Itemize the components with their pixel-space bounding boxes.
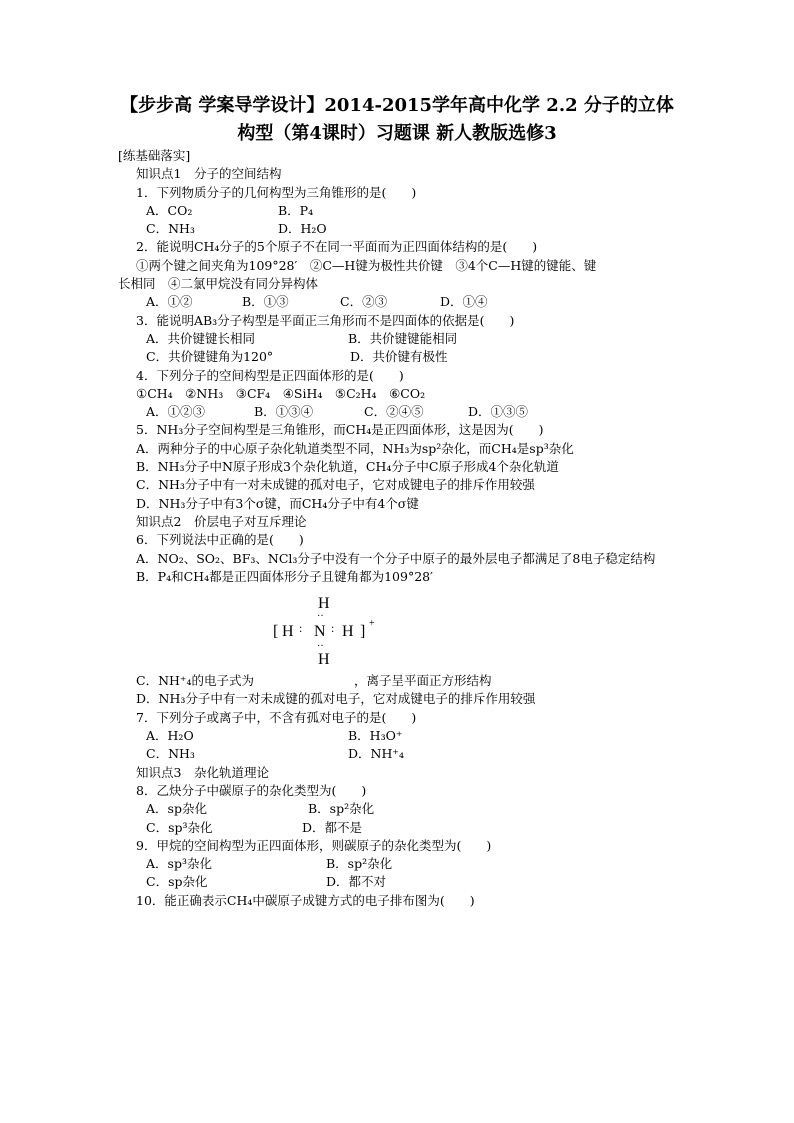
q3-options-row1 [118, 330, 684, 348]
q9-options-row2 [118, 873, 684, 891]
knowledge-point-2: 知识点2 价层电子对互斥理论 [136, 513, 307, 529]
title-line-2: 构型（第4课时）习题课 新人教版选修3 [237, 123, 557, 144]
q2-statements-1: ①两个键之间夹角为109°28′ ②C—H键为极性共价键 ③4个C—H键的键能、键 [136, 257, 597, 273]
lewis-center-n: N [314, 623, 326, 641]
knowledge-point-3: 知识点3 杂化轨道理论 [136, 764, 269, 780]
q2-options [118, 293, 684, 311]
q6-option-d: D．NH₃分子中有一对未成键的孤对电子，它对成键电子的排斥作用较强 [136, 691, 536, 707]
q3-option-a: A．共价键键长相同 [146, 330, 256, 346]
lewis-pair-left-icon: : [299, 621, 303, 636]
q8-options-row2 [118, 819, 684, 837]
section-heading: [练基础落实] [118, 148, 191, 163]
question-2: 2．能说明CH₄分子的5个原子不在同一平面而为正四面体结构的是( ) [136, 239, 538, 255]
q4-items: ①CH₄ ②NH₃ ③CF₄ ④SiH₄ ⑤C₂H₄ ⑥CO₂ [136, 385, 426, 401]
q8-option-a: A．sp杂化 [146, 801, 207, 817]
question-4: 4．下列分子的空间构型是正四面体形的是( ) [136, 367, 404, 383]
q7-options-row1 [118, 727, 684, 745]
q4-option-b: B．①③④ [254, 404, 314, 420]
q7-option-d: D．NH⁺₄ [348, 746, 404, 762]
lewis-pair-bottom-icon: ·· [317, 641, 324, 653]
q8-option-c: C．sp³杂化 [146, 819, 213, 835]
q4-option-c: C．②④⑤ [364, 404, 424, 420]
bracket-right-icon: ] [360, 623, 366, 641]
lewis-charge: + [369, 618, 375, 630]
question-7: 7．下列分子或离子中，不含有孤对电子的是( ) [136, 709, 417, 725]
q8-option-b: B．sp²杂化 [308, 801, 375, 817]
q9-option-d: D．都不对 [326, 874, 387, 890]
q7-option-c: C．NH₃ [146, 746, 195, 762]
title-line-1: 【步步高 学案导学设计】2014-2015学年高中化学 2.2 分子的立体 [120, 95, 674, 116]
ammonium-electron-formula [118, 592, 684, 668]
document-title [100, 92, 694, 148]
q1-option-b: B．P₄ [278, 202, 314, 218]
lewis-left-h: H [282, 623, 294, 641]
q2-option-a: A．①② [146, 294, 193, 310]
q4-options [118, 403, 684, 421]
q1-options-row1 [118, 202, 684, 220]
question-10: 10．能正确表示CH₄中碳原子成键方式的电子排布图为( ) [136, 892, 475, 908]
bracket-left-icon: [ [273, 623, 279, 641]
question-9: 9．甲烷的空间构型为正四面体形，则碳原子的杂化类型为( ) [136, 837, 492, 853]
knowledge-point-1: 知识点1 分子的空间结构 [136, 166, 282, 182]
q9-option-a: A．sp³杂化 [146, 856, 212, 872]
q9-option-b: B．sp²杂化 [326, 856, 393, 872]
q1-options-row2 [118, 220, 684, 238]
q5-option-c: C．NH₃分子中有一对未成键的孤对电子，它对成键电子的排斥作用较强 [136, 477, 535, 493]
q8-options-row1 [118, 800, 684, 818]
q4-option-a: A．①②③ [146, 404, 206, 420]
q5-option-a: A．两种分子的中心原子杂化轨道类型不同，NH₃为sp²杂化，而CH₄是sp³杂化 [136, 440, 574, 456]
q5-option-b: B．NH₃分子中N原子形成3个杂化轨道，CH₄分子中C原子形成4个杂化轨道 [136, 459, 559, 475]
q7-options-row2 [118, 745, 684, 763]
lewis-top-h: H [318, 595, 330, 613]
q5-option-d: D．NH₃分子中有3个σ键，而CH₄分子中有4个σ键 [136, 495, 419, 511]
q7-option-b: B．H₃O⁺ [348, 728, 403, 744]
question-5: 5．NH₃分子空间构型是三角锥形，而CH₄是正四面体形，这是因为( ) [136, 422, 544, 438]
q7-option-a: A．H₂O [146, 728, 194, 744]
exercise-content [118, 147, 684, 910]
lewis-structure-figure [268, 592, 398, 668]
q1-option-d: D．H₂O [278, 221, 327, 237]
q2-option-c: C．②③ [340, 294, 388, 310]
q6-option-c: C．NH⁺₄的电子式为 ，离子呈平面正方形结构 [136, 673, 492, 689]
q6-option-b: B．P₄和CH₄都是正四面体形分子且键角都为109°28′ [136, 568, 433, 584]
q2-option-b: B．①③ [242, 294, 289, 310]
q3-option-c: C．共价键键角为120° [146, 349, 274, 365]
q6-option-a: A．NO₂、SO₂、BF₃、NCl₃分子中没有一个分子中原子的最外层电子都满足了8电子稳定结构 [136, 550, 656, 566]
q9-options-row1 [118, 855, 684, 873]
question-3: 3．能说明AB₃分子构型是平面正三角形而不是四面体的依据是( ) [136, 312, 515, 328]
q2-statements-2: 长相同 ④二氯甲烷没有同分异构体 [118, 276, 319, 292]
question-1: 1．下列物质分子的几何构型为三角锥形的是( ) [136, 184, 417, 200]
lewis-pair-top-icon: ·· [317, 611, 324, 623]
q3-options-row2 [118, 348, 684, 366]
q9-option-c: C．sp杂化 [146, 874, 208, 890]
q2-option-d: D．①④ [440, 294, 488, 310]
q1-option-a: A．CO₂ [146, 202, 193, 218]
q4-option-d: D．①③⑤ [468, 404, 529, 420]
q3-option-d: D．共价键有极性 [350, 349, 448, 365]
q8-option-d: D．都不是 [302, 819, 363, 835]
lewis-pair-right-icon: : [331, 621, 335, 636]
lewis-right-h: H [342, 623, 354, 641]
question-6: 6．下列说法中正确的是( ) [136, 532, 304, 548]
lewis-bottom-h: H [318, 651, 330, 669]
q3-option-b: B．共价键键能相同 [348, 330, 458, 346]
question-8: 8．乙炔分子中碳原子的杂化类型为( ) [136, 782, 367, 798]
q1-option-c: C．NH₃ [146, 221, 195, 237]
